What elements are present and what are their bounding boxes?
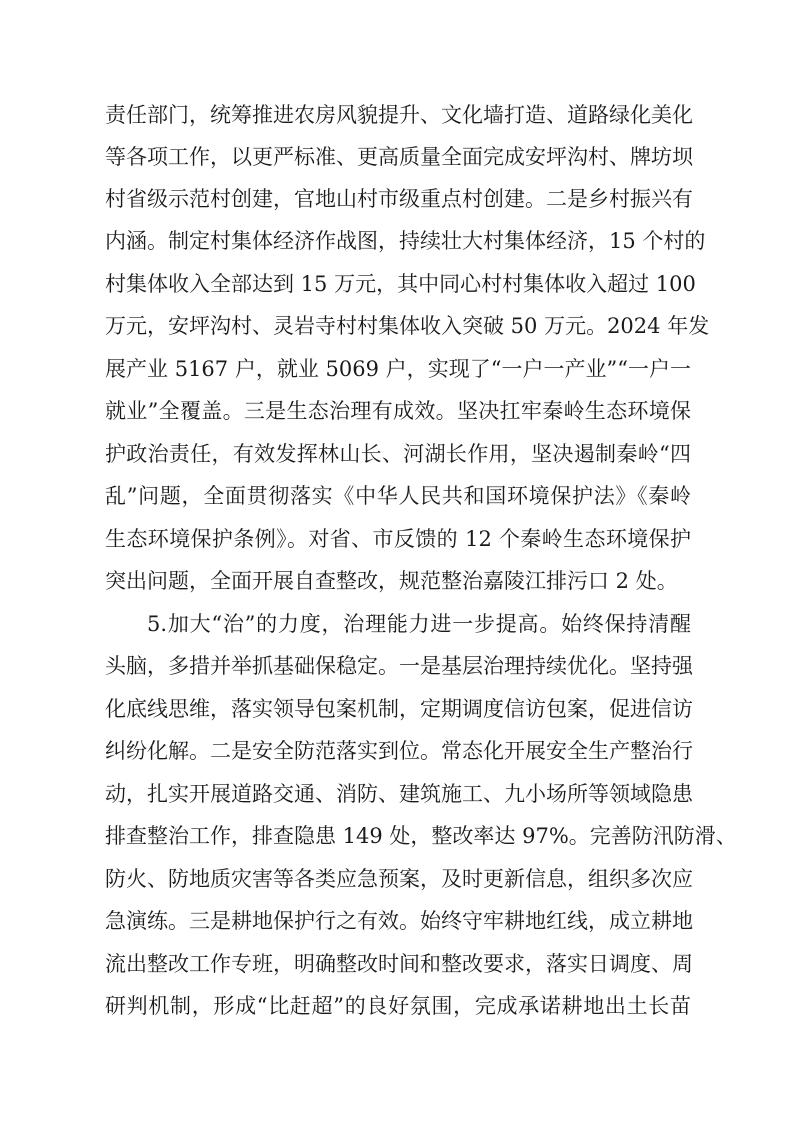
text-line: 村省级示范村创建，官地山村市级重点村创建。二是乡村振兴有 xyxy=(105,187,693,211)
text-line: 排查整治工作，排查隐患 149 处，整改率达 97%。完善防汛防滑、 xyxy=(105,824,737,848)
text-line: 生态环境保护条例》。对省、市反馈的 12 个秦岭生态环境保护 xyxy=(105,527,691,551)
text-line: 万元，安坪沟村、灵岩寺村村集体收入突破 50 万元。2024 年发 xyxy=(105,314,710,338)
text-line: 村集体收入全部达到 15 万元，其中同心村村集体收入超过 100 xyxy=(105,272,696,296)
text-line: 展产业 5167 户，就业 5069 户，实现了“一户一产业”“一户一 xyxy=(105,357,691,381)
text-line: 头脑，多措并举抓基础保稳定。一是基层治理持续优化。坚持强 xyxy=(105,654,693,678)
section-heading-line: 5.加大“治”的力度，治理能力进一步提高。始终保持清醒 xyxy=(147,612,691,636)
text-line: 研判机制，形成“比赶超”的良好氛围，完成承诺耕地出土长苗 xyxy=(105,994,691,1018)
text-line: 责任部门，统筹推进农房风貌提升、文化墙打造、道路绿化美化 xyxy=(105,103,693,127)
text-line: 流出整改工作专班，明确整改时间和整改要求，落实日调度、周 xyxy=(105,952,693,976)
text-line: 动，扎实开展道路交通、消防、建筑施工、九小场所等领域隐患 xyxy=(105,782,693,806)
paragraph-end-line: 突出问题，全面开展自查整改，规范整治嘉陵江排污口 2 处。 xyxy=(105,569,678,593)
text-line: 防火、防地质灾害等各类应急预案，及时更新信息，组织多次应 xyxy=(105,867,693,891)
text-line: 急演练。三是耕地保护行之有效。始终守牢耕地红线，成立耕地 xyxy=(105,909,693,933)
text-line: 乱”问题，全面贯彻落实《中华人民共和国环境保护法》《秦岭 xyxy=(105,484,691,508)
text-line: 内涵。制定村集体经济作战图，持续壮大村集体经济，15 个村的 xyxy=(105,229,706,253)
text-line: 化底线思维，落实领导包案机制，定期调度信访包案，促进信访 xyxy=(105,697,693,721)
text-line: 就业”全覆盖。三是生态治理有成效。坚决扛牢秦岭生态环境保 xyxy=(105,399,691,423)
text-line: 护政治责任，有效发挥林山长、河湖长作用，坚决遏制秦岭“四 xyxy=(105,442,691,466)
text-line: 纠纷化解。二是安全防范落实到位。常态化开展安全生产整治行 xyxy=(105,739,693,763)
text-line: 等各项工作，以更严标准、更高质量全面完成安坪沟村、牌坊坝 xyxy=(105,145,693,169)
